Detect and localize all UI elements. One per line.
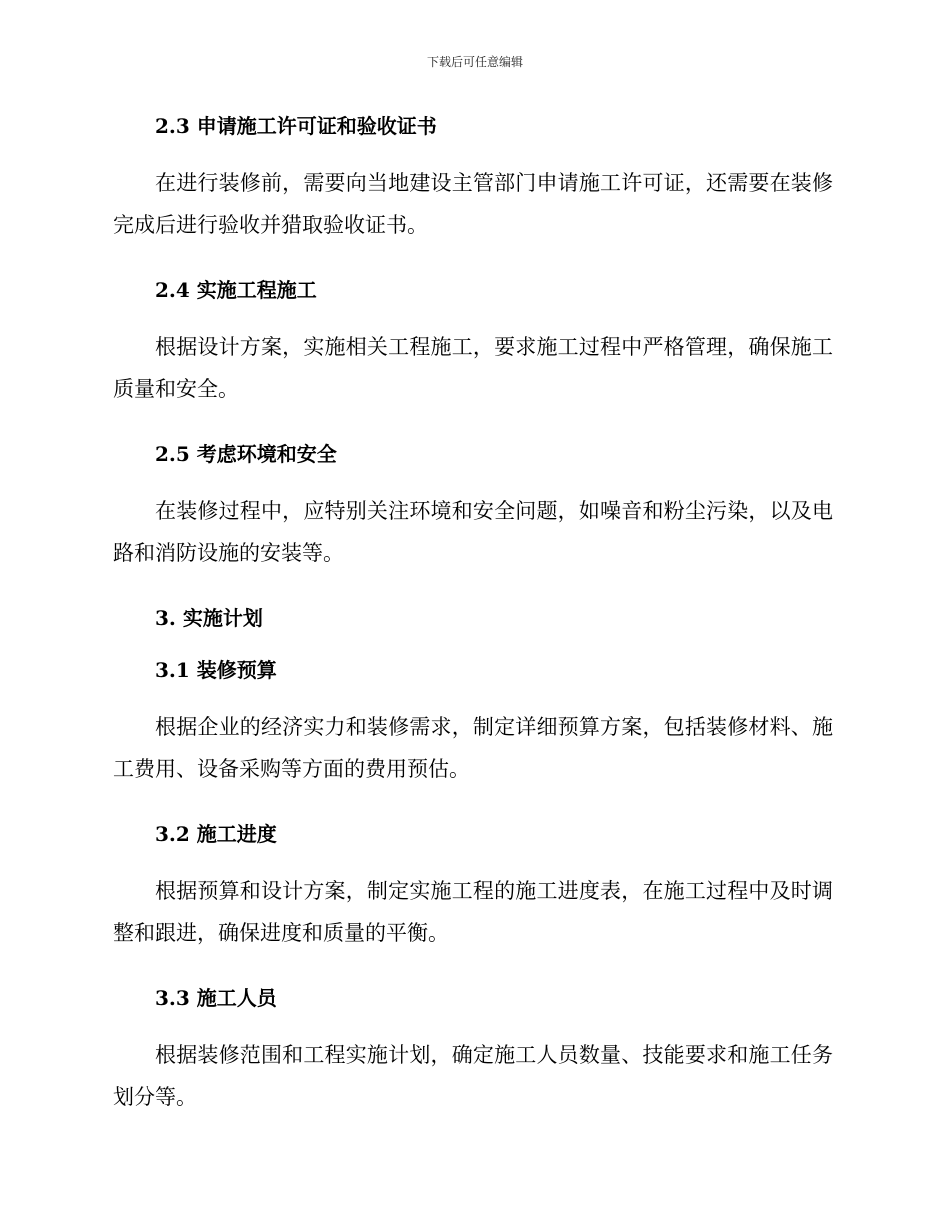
section-heading-2-3: 2.3 申请施工许可证和验收证书: [155, 114, 437, 138]
section-heading-2-5: 2.5 考虑环境和安全: [155, 442, 337, 466]
section-heading-3-1: 3.1 装修预算: [155, 658, 277, 682]
section-body-3-1: 根据企业的经济实力和装修需求，制定详细预算方案，包括装修材料、施工费用、设备采购等方面的费用预估。: [113, 715, 833, 781]
section-heading-3-2: 3.2 施工进度: [155, 822, 277, 846]
section-body-3-2: 根据预算和设计方案，制定实施工程的施工进度表，在施工过程中及时调整和跟进，确保进度和质量的平衡。: [113, 879, 833, 945]
page-header: 下载后可任意编辑: [426, 55, 523, 69]
section-heading-3: 3. 实施计划: [155, 606, 263, 630]
section-body-2-3: 在进行装修前，需要向当地建设主管部门申请施工许可证，还需要在装修完成后进行验收并猎取验收证书。: [113, 171, 833, 237]
document-body: [113, 106, 833, 1118]
section-heading-3-3: 3.3 施工人员: [155, 986, 277, 1010]
section-body-2-4: 根据设计方案，实施相关工程施工，要求施工过程中严格管理，确保施工质量和安全。: [113, 335, 833, 401]
section-body-3-3: 根据装修范围和工程实施计划，确定施工人员数量、技能要求和施工任务划分等。: [113, 1043, 833, 1109]
section-heading-2-4: 2.4 实施工程施工: [155, 278, 317, 302]
section-body-2-5: 在装修过程中，应特别关注环境和安全问题，如噪音和粉尘污染，以及电路和消防设施的安装等。: [113, 499, 833, 565]
